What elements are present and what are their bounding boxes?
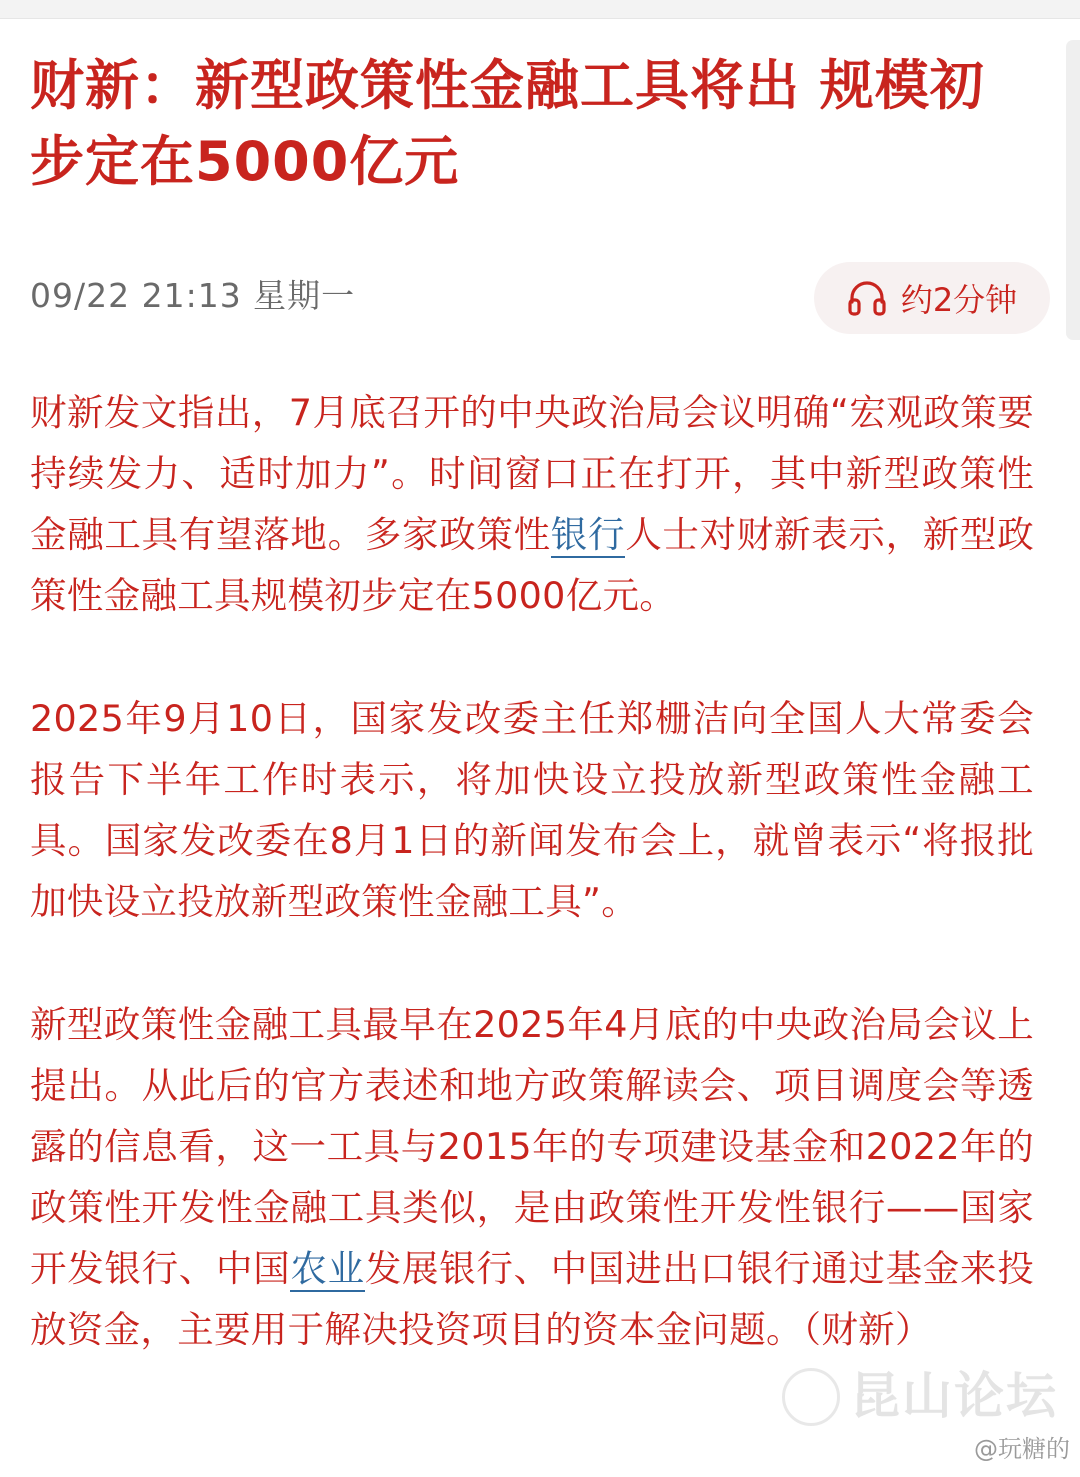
article-meta [30,262,1050,334]
paragraph-text: 新型政策性金融工具最早在2025年4月底的中央政治局会议上提出。从此后的官方表述和地方政策解读会、项目调度会等透露的信息看，这一工具与2015年的专项建设基金和2022年的政策性开发性金融工具类似，是由政策性开发性银行——国家开发银行、中国 [30,1003,1034,1290]
article-paragraph [30,688,1034,932]
keyword-link[interactable]: 银行 [550,513,626,556]
article-paragraph [30,994,1034,1360]
article-body [30,382,1034,1422]
keyword-link[interactable]: 农业 [290,1247,365,1290]
article-paragraph [30,382,1034,626]
watermark-logo-text: 昆山论坛 [850,1367,1058,1425]
top-divider [0,0,1080,19]
headphones-icon [847,280,887,316]
article-title: 财新：新型政策性金融工具将出 规模初步定在5000亿元 [30,54,985,193]
paragraph-text: 人士对财新表示，新型政策性金融工具规模初步定在5000亿元。 [30,513,1034,617]
listen-duration-label: 约2分钟 [900,281,1018,319]
publish-timestamp: 09/22 21:13 星期一 [30,276,356,315]
scrollbar[interactable] [1066,40,1080,340]
paragraph-text: 财新发文指出，7月底召开的中央政治局会议明确“宏观政策要持续发力、适时加力”。时间窗口正在打开，其中新型政策性金融工具有望落地。多家政策性 [30,391,1034,556]
paragraph-text: 发展银行、中国进出口银行通过基金来投放资金，主要用于解决投资项目的资本金问题。（财新） [30,1247,1034,1351]
watermark-handle: @玩糖的 [974,1435,1070,1463]
listen-audio-button[interactable] [814,262,1050,334]
paragraph-text: 2025年9月10日，国家发改委主任郑栅洁向全国人大常委会报告下半年工作时表示，将加快设立投放新型政策性金融工具。国家发改委在8月1日的新闻发布会上，就曾表示“将报批加快设立投放新型政策性金融工具”。 [30,697,1034,923]
